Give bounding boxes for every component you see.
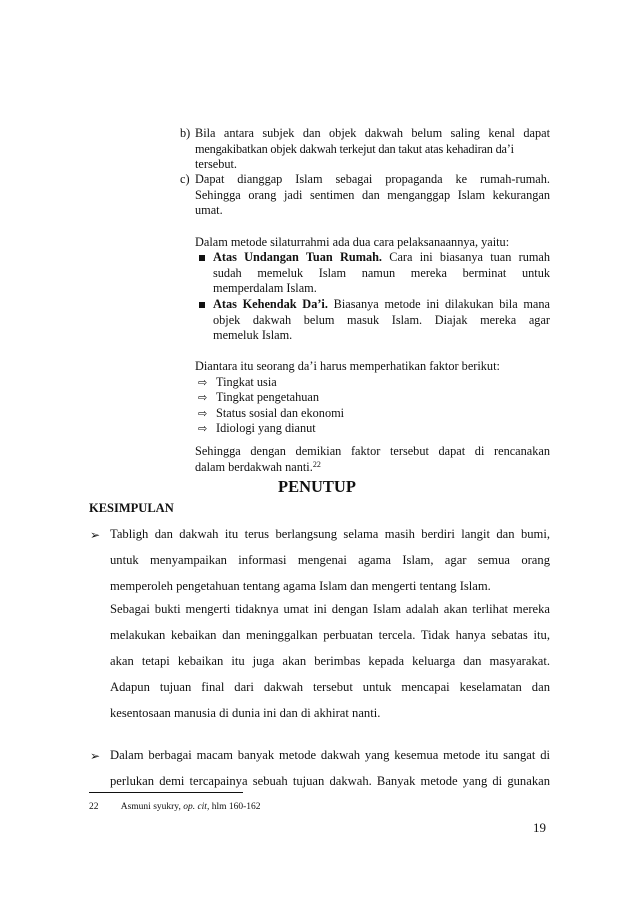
conclusion-paragraph [110,596,550,726]
list-item-c-line-3: umat. [195,203,223,217]
list-item-c-line-2: Sehingga orang jadi sentimen dan menganggap Islam kekurangan [195,188,550,202]
square-bullet-icon [199,302,205,308]
square-bullet-icon [199,255,205,261]
conclusion-paragraph-line-4: Adapun tujuan final dari dakwah tersebut untuk mencapai keselamatan dan [110,680,550,694]
right-arrow-icon: ⇨ [198,407,208,420]
triangle-arrow-icon: ➢ [90,528,101,542]
right-arrow-icon: ⇨ [198,391,208,404]
list-item-b-line-3: tersebut. [195,157,238,171]
factor-item-2: Tingkat pengetahuan [216,390,320,404]
triangle-arrow-icon: ➢ [90,749,101,763]
closing-line-1: Sehingga dengan demikian faktor tersebut dapat di rencanakan [195,444,550,458]
footnote-number: 22 [89,802,99,812]
factor-item-3: Status sosial dan ekonomi [216,406,345,420]
method-2-line-3: memeluk Islam. [213,328,293,342]
method-2-line-1 [213,297,550,312]
method-1-text: Cara ini biasanya tuan rumah [389,250,551,264]
method-2-text: Biasanya metode ini dilakukan bila mana [333,297,551,311]
footnote [89,800,261,815]
conclusion-1 [110,521,550,599]
conclusion-1-line-1: Tabligh dan dakwah itu terus berlangsung selama masih berdiri langit dan bumi, [110,527,550,541]
method-1-line-2: sudah memeluk Islam namun mereka berminat untuk [213,266,550,280]
list-marker-c: c) [180,172,190,186]
list-item-b-line-2: mengakibatkan objek dakwah terkejut dan takut atas kehadiran da’i [195,142,514,156]
page-number: 19 [533,820,546,835]
method-1-title: Atas Undangan Tuan Rumah. [213,250,383,264]
footnote-separator [89,792,243,793]
subsection-title: KESIMPULAN [89,501,174,515]
right-arrow-icon: ⇨ [198,422,208,435]
conclusion-1-line-2: untuk menyampaikan informasi mengenai agama Islam, agar semua orang [110,553,550,567]
closing-line-2 [195,460,321,475]
right-arrow-icon: ⇨ [198,376,208,389]
method-1-line-1 [213,250,550,265]
list-item-b-line-1: Bila antara subjek dan objek dakwah belum saling kenal dapat [195,126,550,140]
footnote-author: Asmuni syukry, [120,802,181,812]
conclusion-paragraph-line-3: akan tetapi kebaikan itu juga akan berimbas kepada keluarga dan masyarakat. [110,654,550,668]
factor-item-4: Idiologi yang dianut [216,421,316,435]
conclusion-2-line-1: Dalam berbagai macam banyak metode dakwah yang kesemua metode itu sangat di [110,748,550,762]
method-2-line-2: objek dakwah belum masuk Islam. Diajak mereka agar [213,313,550,327]
factors-intro: Diantara itu seorang da’i harus memperhatikan faktor berikut: [195,359,500,373]
conclusion-paragraph-line-1: Sebagai bukti mengerti tidaknya umat ini dengan Islam adalah akan terlihat mereka [110,602,550,616]
conclusion-1-line-3: memperoleh pengetahuan tentang agama Islam dan mengerti tentang Islam. [110,579,491,593]
method-1-line-3: memperdalam Islam. [213,281,317,295]
section-title: PENUTUP [278,477,356,496]
footnote-pages: hlm 160-162 [211,802,261,812]
conclusion-paragraph-line-5: kesentosaan manusia di dunia ini dan di akhirat nanti. [110,706,381,720]
list-marker-b: b) [180,126,191,140]
closing-line-2-text: dalam berdakwah nanti. [195,460,313,474]
conclusion-paragraph-line-2: melakukan kebaikan dan meninggalkan perbuatan tercela. Tidak hanya sebatas itu, [110,628,550,642]
method-2-title: Atas Kehendak Da’i. [213,297,328,311]
list-item-c-line-1: Dapat dianggap Islam sebagai propaganda ke rumah-rumah. [195,172,550,186]
conclusion-2 [110,742,550,794]
silaturrahmi-intro: Dalam metode silaturrahmi ada dua cara pelaksanaannya, yaitu: [195,235,510,249]
footnote-ref: op. cit, [183,802,210,812]
conclusion-2-line-2: perlukan demi tercapainya sebuah tujuan dakwah. Banyak metode yang di gunakan [110,774,550,788]
factor-item-1: Tingkat usia [216,375,277,389]
footnote-reference: 22 [312,460,321,469]
